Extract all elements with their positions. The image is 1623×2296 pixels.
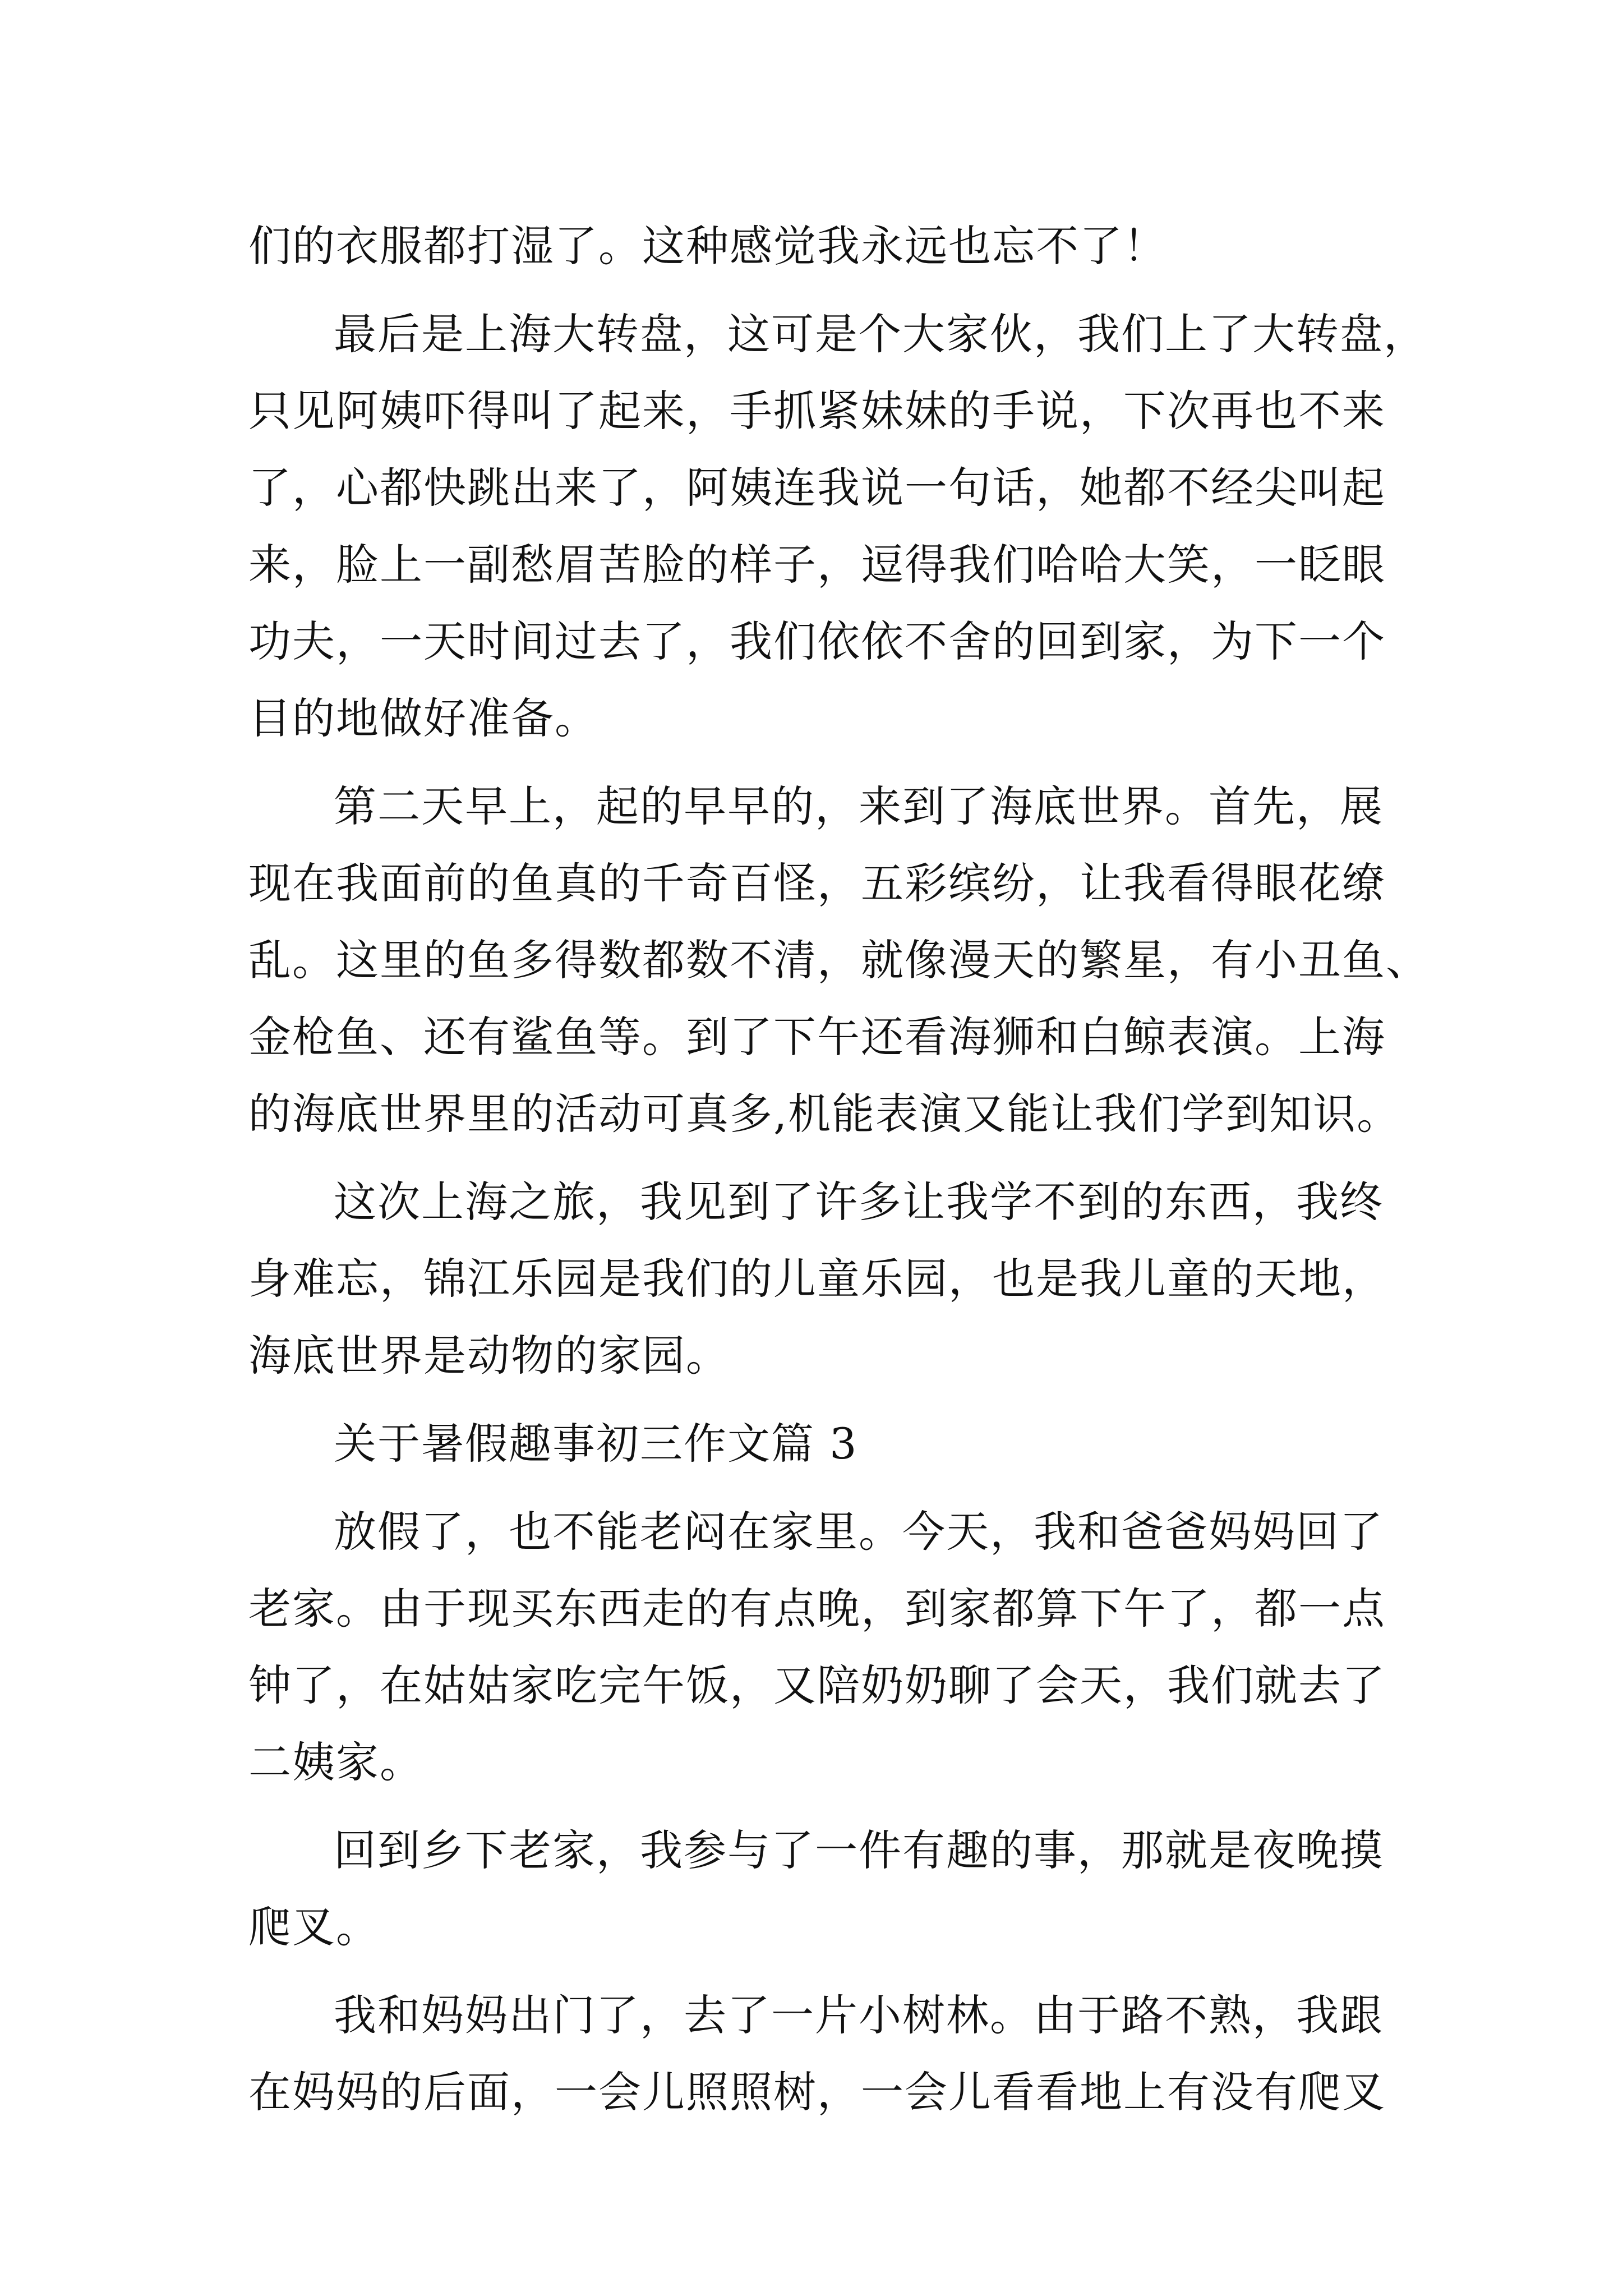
text-line: 们的衣服都打湿了。这种感觉我永远也忘不了！ (248, 221, 1167, 271)
text-line: 回到乡下老家，我参与了一件有趣的事，那就是夜晚摸 (334, 1825, 1384, 1875)
text-line: 放假了，也不能老闷在家里。今天，我和爸爸妈妈回了 (334, 1507, 1384, 1557)
text-line: 身难忘，锦江乐园是我们的儿童乐园，也是我儿童的天地， (248, 1254, 1386, 1304)
text-line: 最后是上海大转盘，这可是个大家伙，我们上了大转盘， (334, 309, 1427, 359)
text-line: 这次上海之旅，我见到了许多让我学不到的东西，我终 (334, 1177, 1384, 1227)
text-line: 金枪鱼、还有鲨鱼等。到了下午还看海狮和白鲸表演。上海 (248, 1012, 1386, 1062)
text-line: 爬叉。 (248, 1902, 380, 1952)
text-line: 功夫，一天时间过去了，我们依依不舍的回到家，为下一个 (248, 616, 1386, 666)
text-line: 现在我面前的鱼真的千奇百怪，五彩缤纷，让我看得眼花缭 (248, 858, 1386, 908)
text-line: 我和妈妈出门了，去了一片小树林。由于路不熟，我跟 (334, 1990, 1384, 2040)
text-line: 只见阿姨吓得叫了起来，手抓紧妹妹的手说，下次再也不来 (248, 386, 1386, 436)
text-line: 了，心都快跳出来了，阿姨连我说一句话，她都不经尖叫起 (248, 463, 1386, 513)
text-line: 海底世界是动物的家园。 (248, 1331, 730, 1381)
text-line: 目的地做好准备。 (248, 693, 598, 743)
text-line: 关于暑假趣事初三作文篇 3 (334, 1419, 858, 1469)
text-line: 二姨家。 (248, 1737, 423, 1787)
text-line: 在妈妈的后面，一会儿照照树，一会儿看看地上有没有爬叉 (248, 2067, 1386, 2117)
text-line: 的海底世界里的活动可真多,机能表演又能让我们学到知识。 (248, 1089, 1401, 1139)
document-body (248, 208, 1430, 2131)
text-line: 钟了，在姑姑家吃完午饭，又陪奶奶聊了会天，我们就去了 (248, 1660, 1386, 1710)
text-line: 老家。由于现买东西走的有点晚，到家都算下午了，都一点 (248, 1584, 1386, 1634)
text-line: 乱。这里的鱼多得数都数不清，就像漫天的繁星，有小丑鱼、 (248, 935, 1430, 985)
text-line: 来，脸上一副愁眉苦脸的样子，逗得我们哈哈大笑，一眨眼 (248, 540, 1386, 590)
text-line: 第二天早上，起的早早的，来到了海底世界。首先，展 (334, 781, 1384, 831)
